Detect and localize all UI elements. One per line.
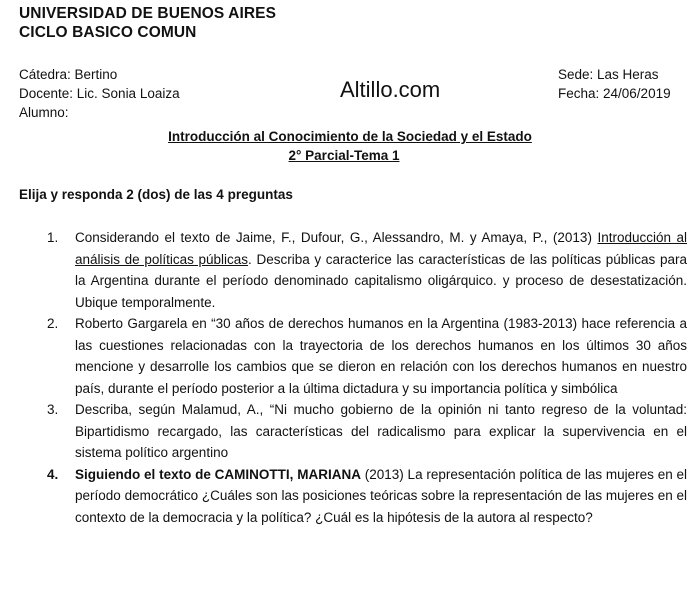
cycle-name: CICLO BASICO COMUN (19, 24, 197, 41)
book-title: Introducción al análisis de políticas públicas (75, 230, 687, 267)
question-item (47, 227, 687, 313)
docente-line: Docente: Lic. Sonia Loaiza (19, 86, 180, 101)
catedra-line: Cátedra: Bertino (19, 67, 118, 82)
alumno-line: Alumno: (19, 105, 69, 120)
exam-title: Introducción al Conocimiento de la Sociedad y el Estado (168, 129, 532, 144)
fecha-line: Fecha: 24/06/2019 (558, 86, 671, 101)
question-number: 4. (47, 466, 59, 482)
question-text: . Describa y caracterice las características de las políticas públicas para la Argentina durante el período denominado capitalismo oligárquico. y proceso de desestatización. Ubique temporalmente. (75, 251, 687, 310)
question-text: (2013) La representación política de las mujeres en el período democrático ¿Cuáles son las posiciones teóricas sobre la representación de las mujeres en el contexto de la democracia y la política? ¿Cuál es la hipótesis de la autora al respecto? (75, 466, 688, 525)
question-item (47, 464, 688, 529)
question-number: 3. (47, 402, 59, 417)
question-number: 2. (47, 316, 59, 331)
exam-subtitle: 2° Parcial-Tema 1 (288, 148, 400, 163)
document-header (19, 4, 276, 42)
meta-left (19, 65, 180, 122)
instructions: Elija y responda 2 (dos) de las 4 preguntas (19, 187, 293, 202)
question-lead: Siguiendo el texto de CAMINOTTI, MARIANA (75, 466, 361, 482)
question-lead: Considerando el texto de Jaime, F., Dufour, G., Alessandro, M. y Amaya, P., (2013) (75, 230, 598, 245)
question-number: 1. (47, 230, 59, 245)
watermark: Altillo.com (340, 77, 441, 102)
meta-right (558, 65, 671, 103)
question-item (47, 399, 687, 464)
sede-line: Sede: Las Heras (558, 67, 659, 82)
question-item (47, 313, 687, 399)
question-text: Describa, según Malamud, A., “Ni mucho gobierno de la opinión ni tanto regreso de la voluntad: Bipartidismo recargado, las características del radicalismo para explicar la supervivencia en el sistema político argentino (75, 402, 687, 460)
question-text: Roberto Gargarela en “30 años de derechos humanos en la Argentina (1983-2013) hace referencia a las cuestiones relacionadas con la trayectoria de los derechos humanos en los últimos 30 años mencione y desarrolle los cambios que se dieron en relación con los derechos humanos en nuestro país, durante el período posterior a la última dictadura y su importancia política y simbólica (75, 316, 687, 396)
question-list (47, 227, 688, 528)
university-name: UNIVERSIDAD DE BUENOS AIRES (19, 5, 277, 22)
